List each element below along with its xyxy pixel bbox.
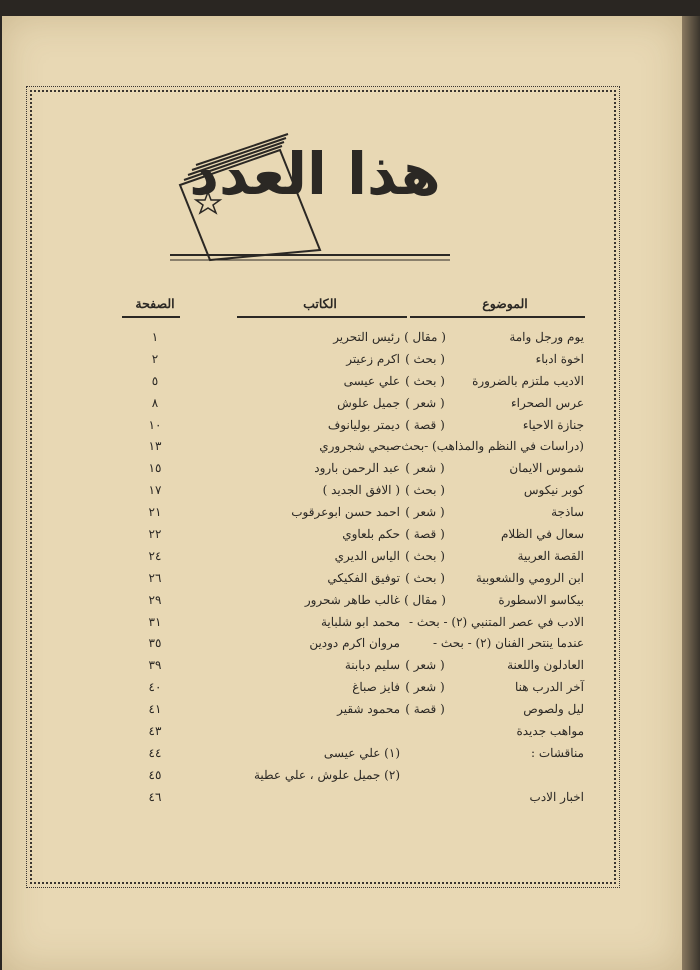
row-author: جميل علوش bbox=[337, 395, 400, 410]
row-author: عبد الرحمن بارود bbox=[314, 461, 400, 476]
row-topic: جنازة الاحياء bbox=[522, 417, 584, 432]
row-topic: مناقشات : bbox=[531, 745, 584, 760]
row-page: ٤٣ bbox=[148, 724, 162, 739]
row-page: ٢٩ bbox=[148, 592, 162, 607]
row-author: علي عيسى bbox=[343, 373, 400, 388]
row-page: ٢ bbox=[151, 351, 159, 366]
row-author: حكم بلعاوي bbox=[342, 527, 400, 542]
header-rule-topic bbox=[410, 316, 585, 318]
row-topic: القصة العربية bbox=[517, 548, 584, 563]
table-row bbox=[0, 787, 680, 809]
row-author: ( الافق الجديد ) bbox=[322, 483, 400, 498]
row-type: ( شعر ) bbox=[405, 658, 445, 673]
row-topic: ساذجة bbox=[551, 505, 584, 520]
row-author: ديمتر بوليانوف bbox=[327, 417, 400, 432]
row-author: مروان اكرم دودين bbox=[309, 636, 400, 651]
row-author: احمد حسن ابوعرقوب bbox=[291, 505, 400, 520]
row-page: ٢٤ bbox=[148, 548, 162, 563]
table-row bbox=[0, 677, 680, 699]
row-topic: الاديب ملتزم بالضرورة bbox=[472, 373, 584, 388]
header-topic: الموضوع bbox=[482, 296, 528, 311]
table-row bbox=[0, 721, 680, 743]
row-type: ( بحث ) bbox=[405, 483, 445, 498]
header-rule-page bbox=[122, 316, 180, 318]
page-edge bbox=[682, 16, 700, 970]
table-row bbox=[0, 524, 680, 546]
row-topic: يوم ورجل وامة bbox=[509, 330, 584, 344]
row-type: ( مقال ) bbox=[404, 592, 446, 607]
row-topic: الادب في عصر المتنبي (٢) - بحث - bbox=[408, 614, 584, 629]
row-page: ٤٤ bbox=[148, 745, 162, 760]
row-topic: اخوة ادباء bbox=[535, 351, 584, 366]
row-page: ٣٩ bbox=[148, 658, 162, 673]
table-row bbox=[0, 436, 680, 458]
row-page: ٨ bbox=[151, 395, 159, 410]
row-author: محمود شقير bbox=[337, 702, 400, 717]
row-topic: (دراسات في النظم والمذاهب) -بحث- bbox=[397, 439, 584, 454]
table-row bbox=[0, 546, 680, 568]
table-row bbox=[0, 349, 680, 371]
row-author: فايز صباغ bbox=[352, 680, 400, 695]
masthead-title: هذا العدد bbox=[189, 140, 441, 208]
header-page: الصفحة bbox=[135, 296, 175, 311]
row-page: ٢٢ bbox=[148, 527, 162, 542]
row-page: ٢٦ bbox=[148, 570, 162, 585]
row-topic: ليل ولصوص bbox=[523, 702, 584, 717]
row-topic: ابن الرومي والشعوبية bbox=[475, 570, 584, 585]
table-row bbox=[0, 393, 680, 415]
table-row bbox=[0, 502, 680, 524]
row-page: ١٣ bbox=[148, 439, 162, 454]
row-type: ( قصة ) bbox=[405, 527, 445, 542]
row-page: ٤٥ bbox=[148, 767, 162, 782]
row-author: توفيق الفكيكي bbox=[327, 570, 400, 585]
row-page: ١٧ bbox=[148, 483, 162, 498]
row-author: محمد ابو شلباية bbox=[321, 614, 400, 629]
table-row bbox=[0, 612, 680, 634]
row-topic: شموس الايمان bbox=[509, 461, 584, 476]
table-row bbox=[0, 568, 680, 590]
row-type: ( شعر ) bbox=[405, 395, 445, 410]
row-topic: عندما ينتحر الفنان (٢) - بحث - bbox=[433, 636, 584, 651]
row-page: ٢١ bbox=[148, 505, 162, 520]
table-row bbox=[0, 458, 680, 480]
row-author: (٢) جميل علوش ، علي عطية bbox=[253, 767, 400, 782]
table-row bbox=[0, 480, 680, 502]
row-type: ( بحث ) bbox=[405, 351, 445, 366]
row-type: ( شعر ) bbox=[405, 461, 445, 476]
row-type: ( مقال ) bbox=[404, 330, 446, 344]
row-type: ( بحث ) bbox=[405, 373, 445, 388]
row-type: ( بحث ) bbox=[405, 570, 445, 585]
row-type: ( شعر ) bbox=[405, 505, 445, 520]
row-page: ٤٦ bbox=[148, 789, 162, 804]
row-type: ( شعر ) bbox=[405, 680, 445, 695]
row-page: ٤١ bbox=[148, 702, 162, 717]
table-row bbox=[0, 699, 680, 721]
row-page: ٣٥ bbox=[148, 636, 162, 651]
header-rule-author bbox=[237, 316, 407, 318]
row-author: (١) علي عيسى bbox=[323, 745, 400, 760]
table-row bbox=[0, 327, 680, 349]
row-page: ١ bbox=[151, 330, 159, 344]
row-type: ( قصة ) bbox=[405, 702, 445, 717]
row-topic: اخبار الادب bbox=[529, 789, 584, 804]
row-topic: العادلون واللعنة bbox=[507, 658, 584, 673]
row-page: ٣١ bbox=[148, 614, 162, 629]
row-page: ٤٠ bbox=[148, 680, 162, 695]
row-topic: بيكاسو الاسطورة bbox=[498, 592, 584, 607]
row-type: ( قصة ) bbox=[405, 417, 445, 432]
contents-table bbox=[0, 327, 680, 809]
row-type: ( بحث ) bbox=[405, 548, 445, 563]
header-author: الكاتب bbox=[303, 296, 337, 311]
table-row bbox=[0, 371, 680, 393]
row-page: ١٠ bbox=[148, 417, 162, 432]
row-author: سليم دبابنة bbox=[344, 658, 400, 673]
row-topic: عرس الصحراء bbox=[511, 395, 584, 410]
row-topic: سعال في الظلام bbox=[500, 527, 584, 542]
table-row bbox=[0, 743, 680, 765]
row-topic: كوبر نيكوس bbox=[523, 483, 584, 498]
row-author: غالب طاهر شحرور bbox=[304, 592, 400, 607]
row-author: صبحي شجروري bbox=[319, 439, 400, 454]
row-topic: مواهب جديدة bbox=[516, 724, 584, 739]
table-row bbox=[0, 415, 680, 437]
row-author: الياس الديري bbox=[334, 548, 400, 563]
row-page: ١٥ bbox=[148, 461, 162, 476]
row-author: اكرم زعيتر bbox=[346, 351, 400, 366]
table-row bbox=[0, 633, 680, 655]
row-author: رئيس التحرير bbox=[333, 330, 400, 344]
table-row bbox=[0, 590, 680, 612]
row-topic: آخر الدرب هنا bbox=[515, 680, 584, 695]
row-page: ٥ bbox=[151, 373, 159, 388]
table-row bbox=[0, 765, 680, 787]
table-row bbox=[0, 655, 680, 677]
